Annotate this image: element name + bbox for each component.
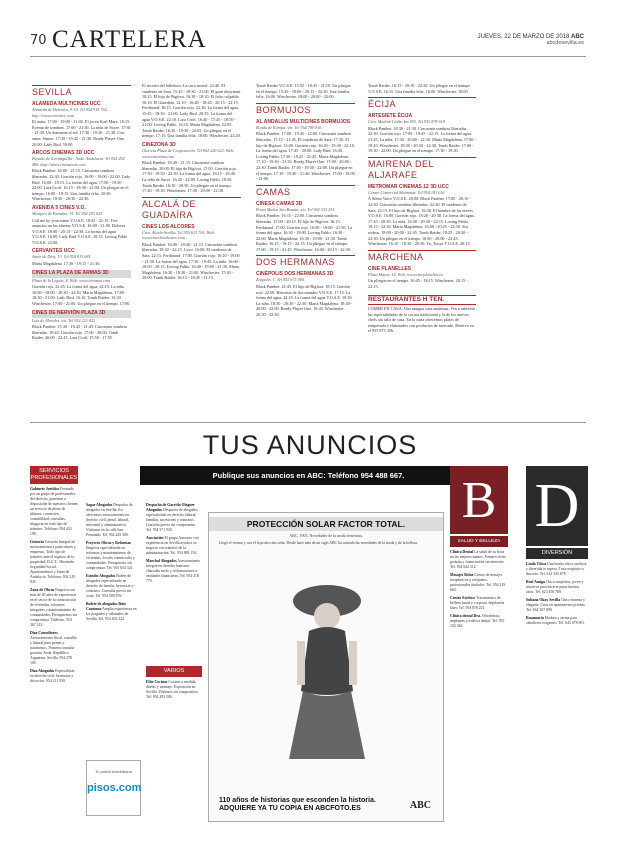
cartelera-column-4 [368,82,476,412]
salud-section [450,536,508,816]
servicios-section [30,466,78,816]
pisos-tagline: Tu portal inmobiliario [95,769,132,774]
classified-ad [450,614,508,629]
cinema-name: AL ANDALUS MULTICINES BORMUJOS [256,118,351,125]
cinema-name: CINE PLANELLES [368,265,412,272]
header-rule [30,56,586,57]
highlight-bar [32,270,131,278]
showtimes: Un pliegue en el tiempo. 16:45 - 18:15. Winchester. 20:15 - 22:15. [368,278,468,289]
solar-ad-body: Llegó el verano y con él la protección solar. Desde hace más de un siglo ABC ha contado las novedades de la moda y de la belleza. [219,541,419,545]
ad-text: Cocinas a medida, diseño y montaje. Exposición en Sevilla. Visítenos sin compromiso. Tel. 954 283 500. [146,680,199,699]
highlight-bar [32,310,131,318]
classified-ad [146,559,202,584]
cinema-name: CINESA CAMAS 3D [256,200,303,207]
showtimes: Black Panther. 16:00 - 21:15. Cincuenta sombras liberadas. 22:30. Gorrión rojo. 16:00 - 19:00 - 22:00. Lady Bird. 16:00 - 18:15. La forma del agua. 17:00 - 19:30 - 22:00. Lara Croft. 16:15 - 18:30 - 21:00. Un pliegue en el tiempo. 16:00 - 18:15. Una familia feliz. 20:30. Winchester. 18:30 - 20:30 - 22:30. [32,168,131,202]
classified-ad [146,503,202,533]
classified-ad [30,540,78,585]
ad-text: Ortodoncia, implantes y estética dental. Tel. 955 102 340. [450,614,505,628]
salud-heading: SALUD Y BELLEZA [450,536,508,547]
ad-title: Sagar Abogados [86,503,113,507]
classified-ad [450,550,508,570]
ad-title: Linda Chica [526,562,547,566]
cinema-name: CINÉPOLIS DOS HERMANAS 3D [256,271,334,278]
showtimes: Black Panther. 18:40 - 21:15. Cincuenta sombras liberadas. 20:00. El hijo de Bigfoot. 17:00. Gorrión rojo. 17:30 - 19:50 - 22:30. La forma del agua. 18:15 - 20:40. La niña de Sucre. 16:20 - 22:00. Loving Pablo. 18:30. Tomb Raider. 16:10 - 20:30. Un pliegue en el tiempo. 17:40 - 19:30. Winchester. 17:30 - 20:00 - 22:30. [142,160,237,194]
ad-title: Díaz Consultores [30,631,58,635]
restaurant-text: COMER EN CASA. Una antigua casa andaluza. Ven a saborear las especialidades de la cocina tradicional y la de los nuevos chefs sin salir de casa. En la carta ofrecemos platos de temporada y elaborados con productos de mercado. Reserva en el 955 875 456. [368,306,476,334]
diversion-letter-block [526,466,588,546]
ad-title: Elite Cocinas [146,680,168,684]
cinema-address: Zeppelin, 1. Tel 955 675 094 [256,277,304,283]
cinema-name: ARTESIETE ÉCIJA [368,113,413,120]
ad-title: Marchal Abogados [146,559,177,563]
ad-title: Real Amiga [526,580,545,584]
city-heading: MARCHENA [368,250,476,263]
cinema-address: Poeta Muñoz San Román, s/n. Tel 902 333 231 [256,206,335,212]
ad-text: Despacho de abogados en Sevilla. En ofrecemos asesoramiento en derecho civil, penal, laboral, mercantil y administrativo. Visítenos en la calle San Fernando. Tel. 954 225 380. [86,503,133,537]
diversion-section [526,548,588,816]
ad-title: Clínica dental Dra. [450,614,481,618]
abc-logo: ABC [409,800,431,811]
ad-text: Bufete de abogados especializado en derecho de familia, herencias y contratos. Consulta previa sin coste. Tel. 954 589 876. [86,574,134,598]
cinema-address: Centro Comercial Metromar. Tel 954 183 016 [368,189,445,195]
cartelera-column-2 [142,82,241,400]
diversion-heading: DIVERSIÓN [526,548,588,559]
cinema-address: Plaza Mayor, 14. Web: www.cineplanelles.es [368,271,443,277]
ad-title: Gestoría [30,540,44,544]
cartelera-column-3 [256,82,355,384]
showtimes: Tomb Raider. 16:15 - 20:10 - 22:20. Un pliegue en el tiempo V.O.S.E. 16:15. Una familia feliz. 16:00. Winchester. 18:00. [368,83,470,94]
city-heading: ÉCIJA [368,97,476,110]
classified-ad [86,602,138,622]
ad-title: Zona de Obras [30,588,55,592]
solar-ad-footer [219,797,376,813]
cartelera-column-1 [32,82,131,422]
showtimes: El autor. 17:00 - 19:00 - 21:00. El joven Karl Marx. 18:15. Evento de sombras. 17:00 - 21:30. La niña de Sucre. 17:30 - 21:30. Un diamante al sol. 17:30 - 19:30 - 21:30. Con amor, Simon. 17:30 - 19:45 - 21:30. Ready Player One. 20:00. Lady Bird. 18:00. [32,119,131,147]
ad-text: Chica morena y elegante. Citas en apartamento privado. Tel. 634 567 890. [526,598,587,612]
ad-text: Gestoría Integral de asesoramiento a particulares y empresas. Todo tipo de trámites ante el registro de la propiedad, D.G.T., Hacienda, Seguridad Social, Ayuntamientos y Junta de Andalucía. Teléfono: 954 219 845. [30,540,76,584]
ad-text: Madura y atenta para caballeros exigentes. Tel. 645 678 901. [526,616,586,625]
ad-text: Amplia experiencia en los juzgados y tribunales de Sevilla. Tel. 954 633 222. [86,607,137,621]
showtimes: María Magdalena. 17:30 - 19:15 - 21:30. [32,261,101,267]
ad-title: Rosamaría [526,616,544,620]
solar-ad-title: PROTECCIÓN SOLAR FACTOR TOTAL. [209,517,443,531]
city-heading: CAMAS [256,185,355,198]
site-url[interactable]: abcdesevilla.es [546,40,584,46]
ad-title: Díaz Abogados [30,669,55,673]
solar-ad-subtitle: ABC, 1903. Novedades de la moda femenina. [289,533,363,538]
ads-phone-banner: Publique sus anuncios en ABC: Teléfono 954 488 667. [140,466,477,485]
section-rule [30,422,586,423]
ad-text: Despacho de abogados especializado en derecho laboral, familiar, sucesiones y contratos. Consulta previa sin compromiso. Tel. 954 371 920. [146,508,198,532]
classified-ad [86,541,138,571]
solar-footer-line2: ADQUIERE YA TU COPIA EN ABCFOTO.ES [219,805,361,812]
cinema-address: Plaza de la Legión, 8. Web: www.cinemas.com [32,277,111,283]
city-heading: DOS HERMANAS [256,255,355,268]
cinema-name: CINEZONA 3D [142,141,176,148]
ad-text: La salud de su boca en las mejores manos. Primera visita gratuita y financiación sin intereses. Tel. 954 642 312. [450,550,506,569]
cinema-name: CINES DE NERVIÓN PLAZA 3D [32,309,106,316]
solar-protection-ad[interactable] [208,512,444,822]
city-heading: MAIRENA DEL ALJARAFE [368,157,476,181]
classified-ad [30,487,78,537]
ad-title: Asociación [146,536,164,540]
classified-ad [450,596,508,611]
classified-ad [526,616,588,626]
vintage-woman-illustration [269,571,385,761]
diversion-letter: D [534,471,580,540]
ad-title: Bufete de abogados Ruiz Carmona [86,602,126,611]
ad-title: Clínica Dental [450,550,474,554]
classified-ad [526,598,588,613]
cinema-name: CINES LOS ALCORES [142,223,195,230]
ad-text: Empresa especializada en reformas y mantenimiento de viviendas, locales comerciales y comunidades. Presupuesto sin compromiso. Tel. 955 654 321. [86,546,135,570]
ad-title: Gabinete Jurídico [30,487,60,491]
showtimes: Black Panther. 15:30 - 18:45 - 21:45. Cincuenta sombras liberadas. 19:45. Gorrión rojo. 17:00 - 20:00. Tomb Raider. 20:00 - 22:45. Lara Croft. 15:50 - 17:55. [32,324,128,341]
servicios-heading: SERVICIOS PROFESIONALES [30,466,78,484]
ad-text: Chica simpática, joven y atractiva para hacerte pasar buenos ratos. Tel. 623 456 789. [526,580,584,594]
city-heading: BORMUJOS [256,103,355,116]
restaurants-heading: RESTAURANTES H TEN. [368,295,476,305]
salud-letter-block [450,466,508,534]
brand-name: ABC [571,34,584,40]
ad-title: Estudio Abogados [86,574,116,578]
classified-ad [526,580,588,595]
ad-text: Centro de masajes terapéuticos y relajantes, profesionales titulados. Tel. 954 219 660. [450,573,506,592]
showtimes: Black Panther. 16:15 - 22:00. Cincuenta sombras liberadas. 17:00 - 20:15. El hijo de Bigfoot. 16:15. Ferdinand. 17:00. Gorrión rojo. 16:00 - 19:00 - 21:50. La forma del agua. 16:30 - 19:00. Loving Pablo. 16:30 - 22:00. María Magdalena. 16:30 - 19:00 - 21:30. Tomb Raider. 16:15 - 19:15 - 22:15. Un pliegue en el tiempo. 17:00 - 19:15 - 21:45. Winchester. 16:00 - 20:15 - 22:30. [256,213,352,252]
cinema-address: Luis de Morales, s/n. Tel 954 221 822 [32,317,96,323]
date-text: JUEVES, 22 DE MARZO DE 2018 [477,34,570,40]
cinema-address: Ronda de Europa, s/n. Tel 954 780 816 [256,124,322,130]
varios-heading: VARIOS [146,666,202,677]
solar-footer-line1: 110 años de historias que esconden la historia. [219,797,376,804]
ad-title: Sultana Okay Sevilla [526,598,560,602]
cinema-address: Marqués de Paradas, 15. Tel 954 293 025 [32,210,103,216]
pisos-logo: pisos.com [87,782,142,794]
showtimes: Gorrión rojo. 22:45. La forma del agua. 22:15. La niña. 16:00 - 18:00 - 20:30 - 22:30. María Magdalena. 17:00 - 18:30 - 21:00. Lady Bird. 16:10. Tomb Raider. 15:30. Winchester. 17:00 - 21:00. Un pliegue en el tiempo. 17:00. [32,284,131,307]
cinema-name: AVENIDA 5 CINES V.O. [32,204,86,211]
classified-ad [450,573,508,593]
ads-column-3 [146,500,202,660]
ad-text: Formado por un grupo de profesionales del derecho, ponemos a disposición de nuestros clientes un servicio de pleno de últimos, comercios, contabilidad, consultas, abogacía en todo tipo de trámites. Teléfono: 954 432 198. [30,487,78,536]
cinema-address: Parada de Tarranguilla - Avda. Andalucía. Tel 954 254 486. http://www.cinesarcos.com [32,156,125,167]
ads-column-2 [86,500,138,750]
showtimes: A Silent Voice V.O.S.E. 20:00. Black Panther. 17:00 - 20:10 - 22:30. Cincuenta sombras liberadas. 22:30. El cuaderno de Sara. 22:15. El hijo de Bigfoot. 16:30. El hombre de las nieves V.O.S.E. 16:00. Gorrión rojo. 18:20 - 20:30. La forma del agua. 17:45 - 20:30. La niña. 16:30 - 20:30 - 22:15. Loving Pablo. 18:15 - 22:30. María Magdalena. 16:00 - 20:25 - 22:30. Sin rodeos. 18:00 - 20:00 - 22:45. Tomb Raider. 18:25 - 20:30 - 22:30. Un pliegue en el tiempo. 16:00 - 20:00 - 22:45. Winchester. 16:10 - 18:30 - 20:30. Yo, Tonya V.O.S.E. 20:15. [368,196,475,247]
page-title: CARTELERA [52,26,207,53]
city-heading: ALCALÁ DE GUADAÍRA [142,197,241,221]
ad-text: Una bonita chica cariñosa y divertida te espera. Trato exquisito y discreto. Tel. 612 345 678. [526,562,587,576]
cinema-address: Ctra. Madrid-Cádiz, km 455. Tel 955 878 618 [368,119,445,125]
page-date [478,34,584,46]
ad-text: Asesoramiento integral en derecho bancario, cláusulas suelo y reclamaciones a entidades financieras. Tel. 954 218 770. [146,559,201,583]
showtimes: Tomb Raider V.O.S.E. 15:55 - 18:45 - 21:10. Un pliegue en el tiempo. 15:45 - 18:00 - 20:15 - 22:30. Una familia feliz. 16:00. Winchester. 18:00 - 20:00 - 22:00. [256,83,351,100]
city-heading: SEVILLA [32,85,131,98]
classified-ad [30,669,78,684]
cinema-name: CERVANTES UCC [32,248,75,255]
cinema-name: ALAMEDA MULTICINES UCC [32,101,101,107]
ad-text: Empresa con más de 20 años de experiencia en el sector de la construcción de viviendas, reformas integrales y mantenimiento de comunidades. Presupuestos sin compromiso. Teléfono: 954 367 212. [30,588,78,627]
ad-text: El grupo Asesores con experiencia en Sevilla ayuda a su negocio con trámites de la administración. Tel. 954 882 154. [146,536,199,555]
classified-ad [526,562,588,577]
ad-title: Centro Estético [450,596,476,600]
classified-ad [146,536,202,556]
ad-title: Proyecto Obras y Reformas [86,541,131,545]
classified-ad [86,503,138,538]
classified-ad [146,680,202,700]
ad-title: Despacho de Garrido Olaguer Abogados [146,503,195,512]
ads-title: TUS ANUNCIOS [202,430,418,460]
salud-letter: B [461,471,497,529]
classified-ad [30,588,78,628]
cinema-address: Amor de Dios, 13. Tel 954 915 681 [32,254,91,260]
showtimes: Black Panther. 21:45. El hijo de Bigfoot. 18:15. Gorrión rojo. 22:00. Historias de dos mundos V.O.S.E. 17:15. La forma del agua. 22:10. La forma del agua V.O.S.E. 19:30. La niña. 18:30 - 20:30 - 22:30. María Magdalena. 18:30 - 20:00 - 22:00. Ready Player One. 19:45. Winchester. 20:30 - 22:30. [256,284,353,318]
showtimes: Black Panther. 16:00 - 18:40 - 21:15. Cincuenta sombras liberadas. 18:30 - 22:15. Coco. 16:00. El cuaderno de Sara. 22:15. Ferdinand. 17:00. Gorrión rojo. 16:20 - 19:00 - 21:30. La forma del agua. 17:30 - 19:45. La niña. 16:00 - 18:00 - 20:15. Loving Pablo. 16:40 - 19:00 - 21:30. María Magdalena. 16:20 - 18:30 - 21:00. Winchester. 17:30 - 20:00. Tomb Raider. 16:15 - 18:45 - 21:15. [142,241,241,281]
classified-ad [86,574,138,599]
ad-text: Especialistas en derecho civil, herencias y divorcios. 954 211 930. [30,669,75,683]
ad-text: Tratamientos de belleza facial y corporal, depilación láser. Tel. 954 876 221. [450,596,505,610]
cinema-address: Glorieta Plaza de Cooperación. Tel 902 220 622. Web: www.cinezona.com [142,147,235,159]
showtimes: Black Panther. 17:00 - 19:45 - 22:00. Cincuenta sombras liberadas. 17:15 - 21:45. El cuaderno de Sara. 17:30. El hijo de Bigfoot. 16:00. Gorrión rojo. 16:45 - 19:30 - 22:10. La forma del agua. 17:45 - 20:00. Lady Bird. 16:30. Loving Pablo. 17:30 - 19:25 - 21:45. María Magdalena. 17:10 - 19:30 - 21:50. Ready Player One. 17:00 - 20:00 - 22:30. Tomb Raider. 17:05 - 19:30 - 22:00. Un pliegue en el tiempo. 17:10 - 19:20 - 21:40. Winchester. 17:00 - 19:00 - 21:00. [256,131,355,182]
page-number: 70 [30,33,47,48]
pisos-ad[interactable] [86,760,141,816]
cinema-name: CINES LA PLAZA DE ARMAS 3D [32,269,109,276]
classified-ad [30,631,78,666]
ad-text: Asesoramiento fiscal, contable y laboral para pymes y autónomos. Primera consulta gratuita. Avda. República Argentina, Sevilla. 954 278 100. [30,636,77,665]
ad-title: Masajes Relax [450,573,474,577]
varios-section [146,666,202,816]
showtimes: Call me by your name V.O.S.E. 18:45 - 21:15. Tres anuncios en las afueras V.O.S.E. 16:00 - 21:00. Dolores V.O.S.E. 18:00 - 20:15 - 22:30. La forma del agua V.O.S.E. 16:00. Lady Bird V.O.S.E. 18:15. Loving Pablo V.O.S.E. 22:00. [32,217,128,245]
cinema-address: Ctra. Alcalá-Sevilla. Tel 955 613 700. Web: www.cineslosalcores.com [142,229,216,241]
cinema-name: METROMAR CINEMAS 12 3D UCC [368,183,449,190]
showtimes: El secreto del laberinto: La cura mortal. 22:40. El cuaderno de Sara. 15:45 - 18:30 - 21:00. El gran showman. 18:15. El hijo de Bigfoot. 16:10 - 18:10. El falso culpable. 16:10. El Guardián. 12:10 - 16:40 - 18:45 - 20:15 - 22:15. Ferdinand. 16:15. Gorrión rojo. 22:10. La forma del agua. 15:45 - 18:30 - 21:00. Lady Bird. 20:35. La forma del agua V.O.S.E. 22:10. Lara Croft. 16:40 - 17:45 - 18:50 - 21:00. Loving Pablo. 16:10. María Magdalena. 22:05. Tomb Raider. 16:30 - 19:30 - 22:05. Un pliegue en el tiempo. 17:15. Una familia feliz. 18:00. Winchester. 22:20. [142,83,241,139]
showtimes: Black Panther. 18:30 - 21:30. Cincuenta sombras liberadas. 22:30. Gorrión rojo. 17:00 - 19:45 - 22:15. La forma del agua. 21:45. La niña. 17:30 - 20:00 - 22:30. María Magdalena. 17:00 - 19:45. Winchester. 18:30 - 20:30 - 22:30. Tomb Raider. 17:00 - 19:30 - 22:00. Un pliegue en el tiempo. 17:30 - 19:30. [368,125,476,154]
cinema-address: Alameda de Hércules, 9-10. Tel 954 915 762. http://www.cinesucc.com [32,107,108,118]
cinema-name: ARCOS CINEMAS 3D UCC [32,150,95,157]
